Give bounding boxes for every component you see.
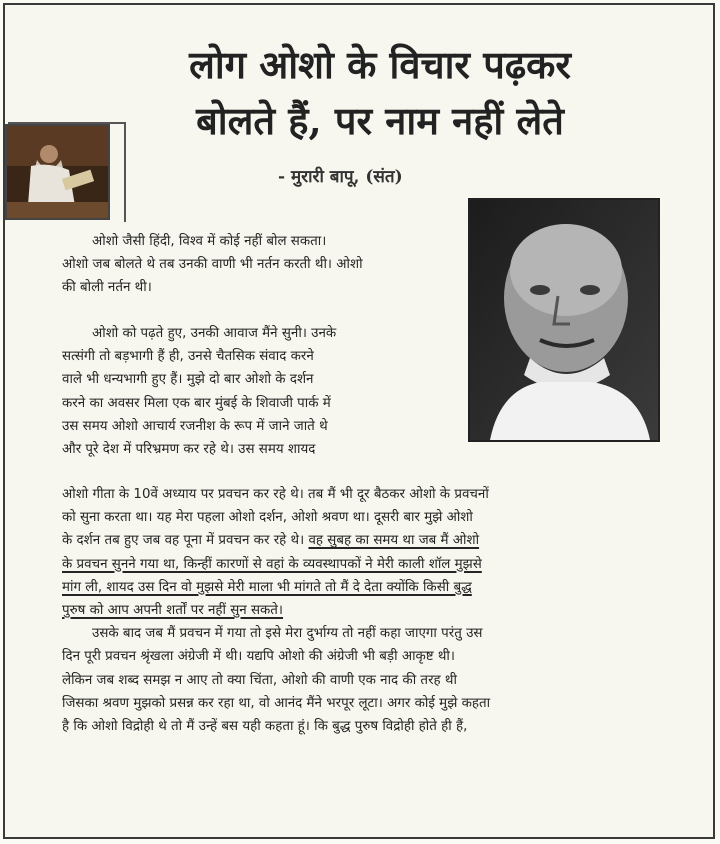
morari-bapu-photo [468,198,660,442]
text-line: जिसका श्रवण मुझको प्रसन्न कर रहा था, वो आनंद मैंने भरपूर लूटा। अगर कोई मुझे कहता [62,695,491,711]
paragraph-2-wide [62,483,490,738]
text-line: ओशो को पढ़ते हुए, उनकी आवाज मैंने सुनी। उनके [92,326,337,341]
underlined-line: के प्रवचन सुनने गया था, किन्हीं कारणों से वहां के व्यवस्थापकों ने मेरी काली शॉल मुझसे [62,556,482,572]
text-line: ओशो जैसी हिंदी, विश्व में कोई नहीं बोल सकता। [92,234,327,249]
osho-photo [5,124,110,220]
paragraph-1 [62,230,363,300]
text-line [62,529,490,552]
headline-line-1: लोग ओशो के विचार पढ़कर [189,42,571,87]
text-line: ओशो जब बोलते थे तब उनकी वाणी भी नर्तन करती थी। ओशो [62,257,363,273]
text-line: उसके बाद जब मैं प्रवचन में गया तो इसे मेरा दुर्भाग्य तो नहीं कहा जाएगा परंतु उस [92,626,483,642]
osho-photo-image [7,126,108,218]
text-line: करने का अवसर मिला एक बार मुंबई के शिवाजी पार्क में [62,395,331,411]
morari-bapu-photo-image [470,200,658,440]
text-line: वाले भी धन्यभागी हुए हैं। मुझे दो बार ओशो के दर्शन [62,372,314,388]
underlined-line: मांग ली, शायद उस दिन वो मुझसे मेरी माला भी मांगते तो मैं दे देता क्योंकि किसी बुद्ध [62,579,472,595]
headline-line-2: बोलते हैं, पर नाम नहीं लेते [196,98,564,143]
text-line: उस समय ओशो आचार्य रजनीश के रूप में जाने जाते थे [62,418,328,434]
text-line: सत्संगी तो बड़भागी हैं ही, उनसे चैतसिक संवाद करने [62,349,314,365]
text-line: की बोली नर्तन थी। [62,280,152,296]
paragraph-2-narrow [62,322,336,461]
text-line: को सुना करता था। यह मेरा पहला ओशो दर्शन, ओशो श्रवण था। दूसरी बार मुझे ओशो [62,510,473,526]
text-line: लेकिन जब शब्द समझ न आए तो क्या चिंता, ओशो की वाणी एक नाद की तरह थी [62,672,457,688]
text-line: है कि ओशो विद्रोही थे तो मैं उन्हें बस यही कहता हूं। कि बुद्ध पुरुष विद्रोही होते ही हैं, [62,719,468,735]
text-line: दिन पूरी प्रवचन श्रृंखला अंग्रेजी में थी। यद्यपि ओशो की अंग्रेजी भी बड़ी आकृष्ट थी। [62,649,455,665]
text-line: और पूरे देश में परिभ्रमण कर रहे थे। उस समय शायद [62,442,316,458]
text-line: ओशो गीता के 10वें अध्याय पर प्रवचन कर रहे थे। तब मैं भी दूर बैठकर ओशो के प्रवचनों [62,487,489,502]
underlined-text: वह सुबह का समय था जब मैं ओशो [308,533,480,549]
author-attribution: - मुरारी बापू, (संत) [278,167,403,187]
underlined-line: पुरुष को आप अपनी शर्तों पर नहीं सुन सकते। [62,603,284,619]
text-span: के दर्शन तब हुए जब वह पूना में प्रवचन कर रहे थे। [62,533,305,549]
